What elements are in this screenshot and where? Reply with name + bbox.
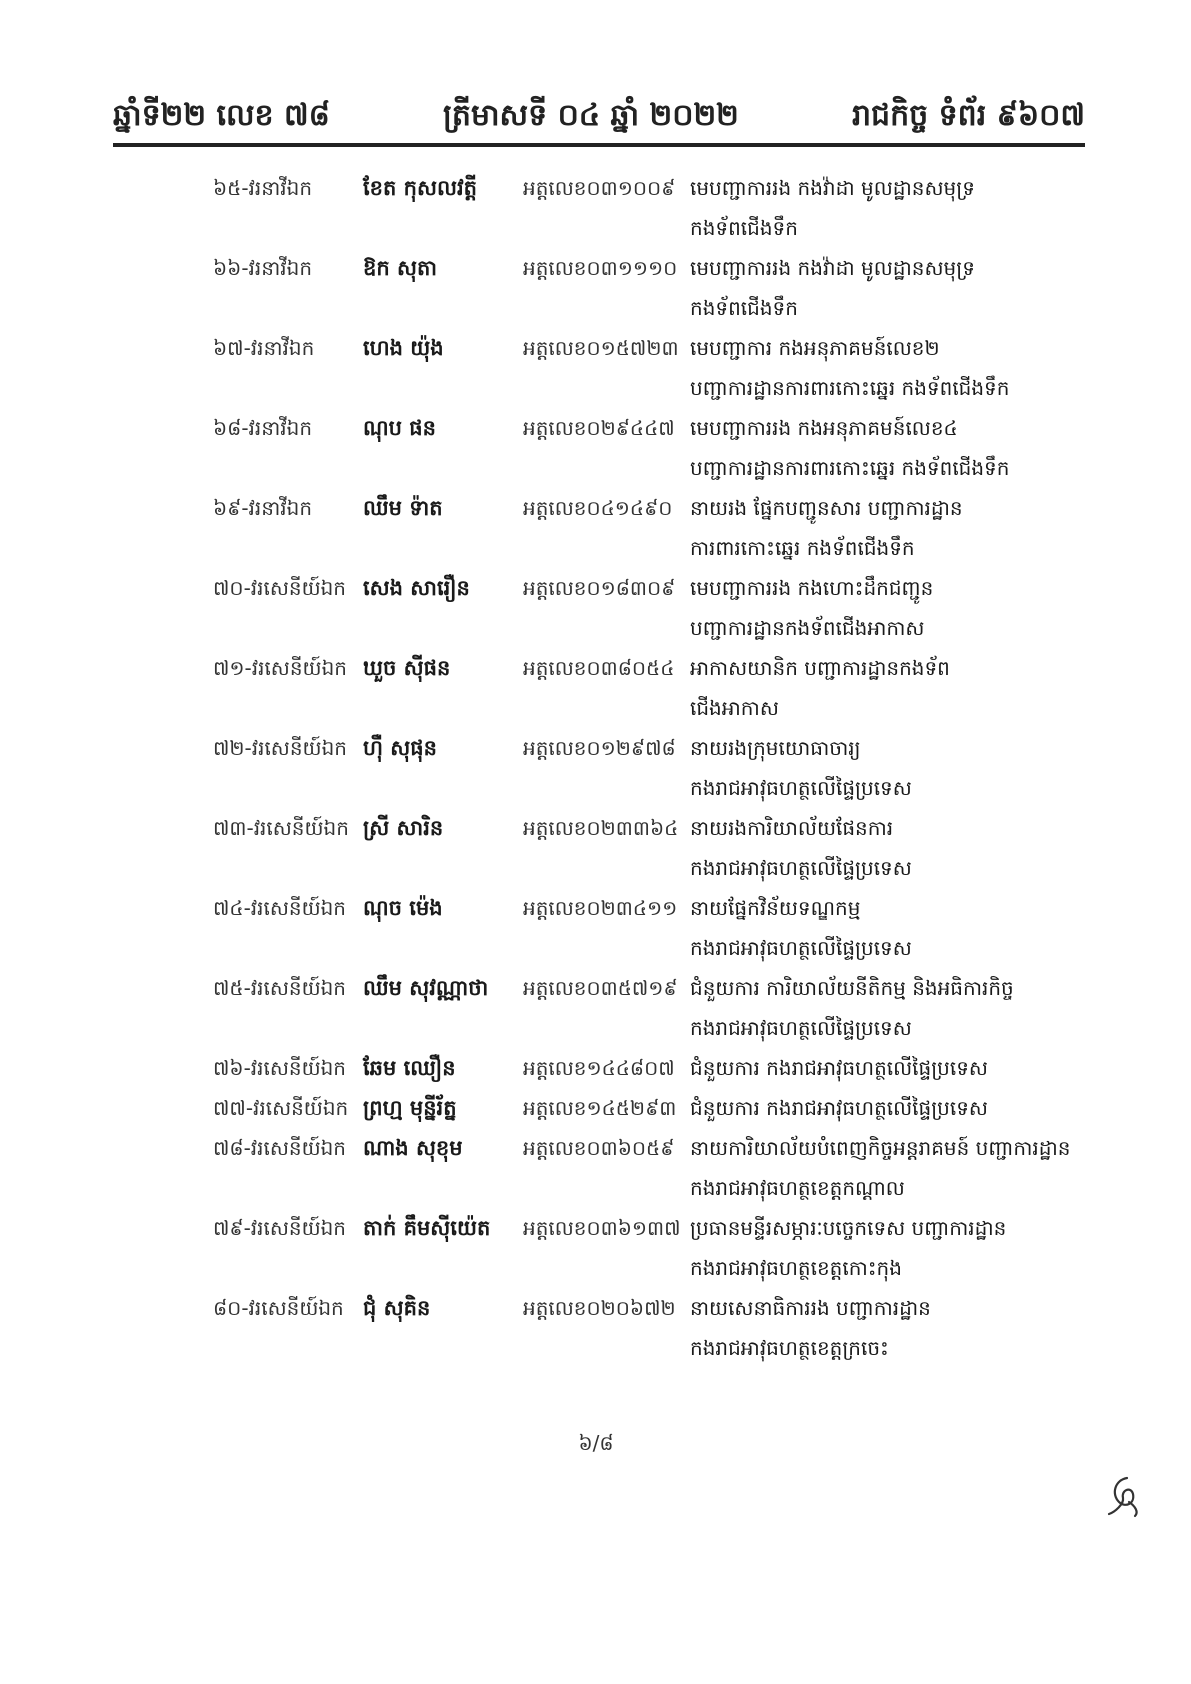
position-line: កងរាជអាវុធហត្ថលើផ្ទៃប្រទេស: [690, 1016, 912, 1040]
entry-row: [0, 248, 1191, 328]
serial-number: អត្តលេខ០២៣៤១១: [523, 896, 678, 920]
officer-name: ជុំ សុគិន: [363, 1296, 431, 1320]
rank-label: ៦៥-វរនាវីឯក: [213, 176, 313, 200]
position-line: ជើងអាកាស: [690, 696, 779, 720]
position-line: កងរាជអាវុធហត្ថខេត្តកណ្ដាល: [690, 1176, 905, 1200]
position-line: មេបញ្ជាការ កងអនុភាគមន៍លេខ២: [690, 336, 940, 360]
rank-label: ៧៦-វរសេនីយ៍ឯក: [213, 1056, 346, 1080]
header-rule: [113, 143, 1085, 147]
entry-row: [0, 808, 1191, 888]
position-line: កងរាជអាវុធហត្ថលើផ្ទៃប្រទេស: [690, 776, 912, 800]
officer-name: ហេង យ៉ុង: [363, 336, 444, 360]
entry-row: [0, 568, 1191, 648]
serial-number: អត្តលេខ០៤១៤៩០: [523, 496, 673, 520]
rank-label: ៧១-វរសេនីយ៍ឯក: [213, 656, 347, 680]
entry-row: [0, 408, 1191, 488]
rank-label: ៧៩-វរសេនីយ៍ឯក: [213, 1216, 346, 1240]
serial-number: អត្តលេខ០២០៦៧២: [523, 1296, 676, 1320]
rank-label: ៨០-វរសេនីយ៍ឯក: [213, 1296, 344, 1320]
position-line: បញ្ជាការដ្ឋានការពារកោះឆ្នេរ កងទ័ពជើងទឹក: [690, 456, 1010, 480]
entry-row: [0, 728, 1191, 808]
entry-row: [0, 648, 1191, 728]
serial-number: អត្តលេខ០៣១០០៩: [523, 176, 676, 200]
position-line: បញ្ជាការដ្ឋានការពារកោះឆ្នេរ កងទ័ពជើងទឹក: [690, 376, 1010, 400]
serial-number: អត្តលេខ០២៩៤៤៧: [523, 416, 675, 440]
serial-number: អត្តលេខ១៤៤៨០៧: [523, 1056, 675, 1080]
position-line: កងរាជអាវុធហត្ថខេត្តកោះកុង: [690, 1256, 902, 1280]
entry-row: [0, 968, 1191, 1048]
serial-number: អត្តលេខ០២៣៣៦៤: [523, 816, 679, 840]
position-line: បញ្ជាការដ្ឋានកងទ័ពជើងអាកាស: [690, 616, 925, 640]
page-number: ៦/៨: [578, 1431, 614, 1455]
serial-number: អត្តលេខ០៣៥៧១៩: [523, 976, 678, 1000]
position-line: កងទ័ពជើងទឹក: [690, 296, 798, 320]
rank-label: ៧៥-វរសេនីយ៍ឯក: [213, 976, 346, 1000]
serial-number: អត្តលេខ០១៨៣០៩: [523, 576, 676, 600]
signature-initials: [1105, 1472, 1145, 1518]
entry-row: [0, 888, 1191, 968]
serial-number: អត្តលេខ០៣៦១៣៧: [523, 1216, 681, 1240]
rank-label: ៦៧-វរនាវីឯក: [213, 336, 315, 360]
officer-name: ឈឹម ទ៉ាត: [363, 496, 443, 520]
entry-row: [0, 168, 1191, 248]
serial-number: អត្តលេខ០៣៦០៥៩: [523, 1136, 675, 1160]
officer-name: ហ៊ឺ សុផុន: [363, 736, 437, 760]
entry-row: [0, 1128, 1191, 1208]
position-line: ប្រធានមន្ទីរសម្ភារៈបច្ចេកទេស បញ្ជាការដ្ឋាន: [690, 1216, 1007, 1240]
entry-row: [0, 1288, 1191, 1368]
rank-label: ៧៨-វរសេនីយ៍ឯក: [213, 1136, 346, 1160]
rank-label: ៧៣-វរសេនីយ៍ឯក: [213, 816, 349, 840]
appointment-list: [0, 168, 1191, 1368]
position-line: មេបញ្ជាការរង កងវ៉ាដា មូលដ្ឋានសមុទ្រ: [690, 176, 975, 200]
position-line: នាយរងការិយាល័យផែនការ: [690, 816, 894, 840]
officer-name: ឆែម ឈឿន: [363, 1056, 456, 1080]
gazette-date: ត្រីមាសទី ០៤ ឆ្នាំ ២០២២: [443, 98, 739, 133]
position-line: កងរាជអាវុធហត្ថលើផ្ទៃប្រទេស: [690, 856, 912, 880]
position-line: កងរាជអាវុធហត្ថលើផ្ទៃប្រទេស: [690, 936, 912, 960]
serial-number: អត្តលេខ០៣១១១០: [523, 256, 678, 280]
position-line: ជំនួយការ ការិយាល័យនីតិកម្ម និងអធិការកិច្ច: [690, 976, 1014, 1000]
officer-name: ព្រហ្ម មុន្នីរ័ត្ន: [363, 1096, 457, 1120]
entry-row: [0, 1048, 1191, 1088]
rank-label: ៧០-វរសេនីយ៍ឯក: [213, 576, 346, 600]
position-line: នាយរងក្រុមយោធាចារ្យ: [690, 736, 861, 760]
position-line: កងទ័ពជើងទឹក: [690, 216, 798, 240]
officer-name: ឱក សុតា: [363, 256, 437, 280]
position-line: នាយការិយាល័យបំពេញកិច្ចអន្តរាគមន៍ បញ្ជាការដ្ឋាន: [690, 1136, 1071, 1160]
officer-name: ស្រី សារិន: [363, 816, 444, 840]
rank-label: ៦៩-វរនាវីឯក: [213, 496, 313, 520]
rank-label: ៧២-វរសេនីយ៍ឯក: [213, 736, 347, 760]
position-line: កងរាជអាវុធហត្ថខេត្តក្រចេះ: [690, 1336, 889, 1360]
position-line: មេបញ្ជាការរង កងហោះដឹកជញ្ជូន: [690, 576, 934, 600]
officer-name: តាក់ គឹមស៊ីយ៉េត: [363, 1216, 491, 1240]
serial-number: អត្តលេខ០១២៩៧៨: [523, 736, 676, 760]
rank-label: ៦៦-វរនាវីឯក: [213, 256, 313, 280]
position-line: ជំនួយការ កងរាជអាវុធហត្ថលើផ្ទៃប្រទេស: [690, 1096, 988, 1120]
rank-label: ៧៧-វរសេនីយ៍ឯក: [213, 1096, 349, 1120]
serial-number: អត្តលេខ១៤៥២៩៣: [523, 1096, 677, 1120]
officer-name: ឈឹម សុវណ្ណាថា: [363, 976, 489, 1000]
gazette-volume: ឆ្នាំទី២២ លេខ ៧៨: [113, 98, 330, 133]
rank-label: ៦៨-វរនាវីឯក: [213, 416, 313, 440]
position-line: នាយរង ផ្នែកបញ្ជូនសារ បញ្ជាការដ្ឋាន: [690, 496, 963, 520]
position-line: មេបញ្ជាការរង កងអនុភាគមន៍លេខ៤: [690, 416, 958, 440]
officer-name: ណុច ម៉េង: [363, 896, 443, 920]
position-line: ការពារកោះឆ្នេរ កងទ័ពជើងទឹក: [690, 536, 915, 560]
position-line: នាយផ្នែកវិន័យទណ្ឌកម្ម: [690, 896, 861, 920]
entry-row: [0, 328, 1191, 408]
entry-row: [0, 1088, 1191, 1128]
officer-name: សេង សារឿន: [363, 576, 470, 600]
page-header: [113, 82, 1085, 140]
position-line: អាកាសយានិក បញ្ជាការដ្ឋានកងទ័ព: [690, 656, 950, 680]
position-line: មេបញ្ជាការរង កងវ៉ាដា មូលដ្ឋានសមុទ្រ: [690, 256, 975, 280]
officer-name: ឃួច ស៊ីផន: [363, 656, 451, 680]
entry-row: [0, 488, 1191, 568]
serial-number: អត្តលេខ០៣៨០៥៤: [523, 656, 675, 680]
officer-name: ខែត កុសលវត្តី: [363, 176, 477, 200]
entry-row: [0, 1208, 1191, 1288]
position-line: ជំនួយការ កងរាជអាវុធហត្ថលើផ្ទៃប្រទេស: [690, 1056, 988, 1080]
rank-label: ៧៤-វរសេនីយ៍ឯក: [213, 896, 346, 920]
officer-name: ណុប ផន: [363, 416, 436, 440]
gazette-page: រាជកិច្ច ទំព័រ ៩៦០៧: [852, 98, 1085, 133]
position-line: នាយសេនាធិការរង បញ្ជាការដ្ឋាន: [690, 1296, 931, 1320]
officer-name: ណាង សុខុម: [363, 1136, 463, 1160]
serial-number: អត្តលេខ០១៥៧២៣: [523, 336, 679, 360]
